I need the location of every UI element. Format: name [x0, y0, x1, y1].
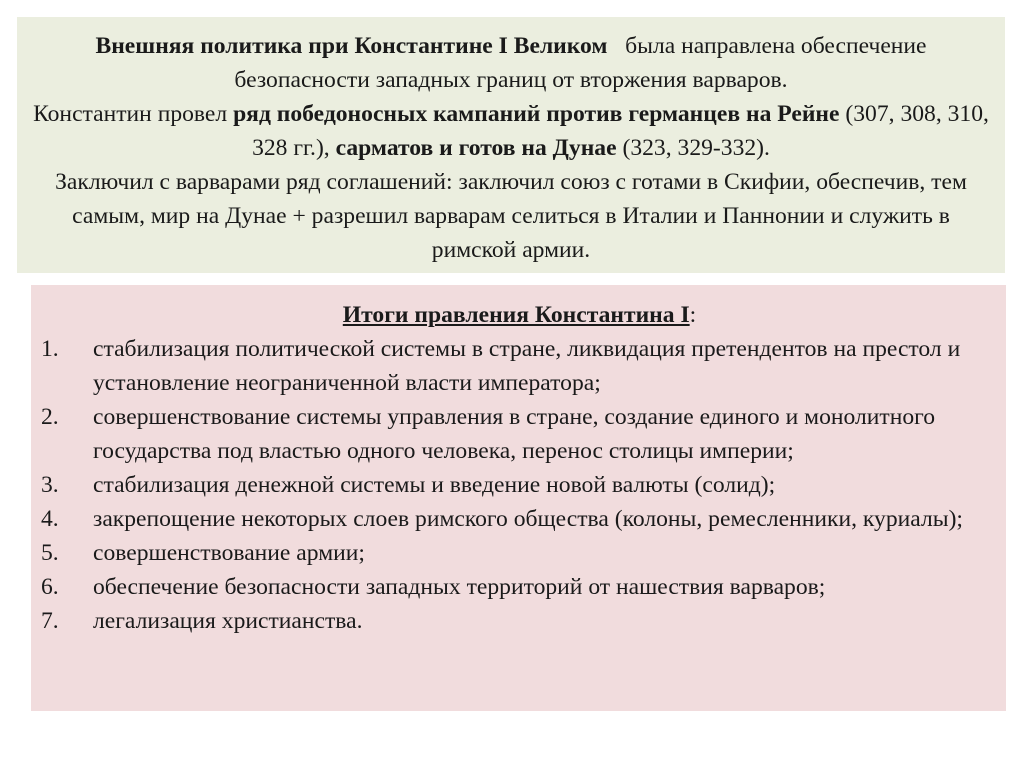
results-title-colon: : — [689, 302, 697, 328]
foreign-policy-box — [17, 17, 1005, 273]
list-item-text: закрепощение некоторых слоев римского общества (колоны, ремесленники, куриалы); — [93, 506, 963, 532]
list-item-number: 7. — [41, 608, 59, 634]
results-list-item — [41, 604, 984, 638]
list-item-number: 6. — [41, 574, 59, 600]
list-item-text: совершенствование системы управления в стране, создание единого и монолитного государства под властью одного человека, перенос столицы империи; — [93, 404, 936, 464]
results-list-item — [41, 536, 984, 570]
list-item-number: 1. — [41, 336, 59, 362]
foreign-policy-paragraph-3: Заключил с варварами ряд соглашений: заключил союз с готами в Скифии, обеспечив, тем самым, мир на Дунае + разрешил варварам селиться в Италии и Паннонии и служить в римской армии. — [55, 169, 967, 263]
foreign-policy-text-1: была направлена обеспечение безопасности западных границ от вторжения варваров. — [234, 33, 933, 93]
foreign-policy-heading: Внешняя политика при Константине I Великом — [95, 33, 608, 59]
list-item-number: 2. — [41, 404, 59, 430]
results-list-item — [41, 468, 984, 502]
foreign-policy-text-2a: Константин провел — [33, 101, 234, 127]
foreign-policy-paragraph-2 — [33, 97, 989, 165]
list-item-number: 5. — [41, 540, 59, 566]
foreign-policy-paragraph-1 — [33, 29, 989, 97]
results-title — [41, 298, 984, 332]
results-list-item — [41, 502, 984, 536]
results-list-item — [41, 400, 984, 468]
list-item-text: стабилизация политической системы в стране, ликвидация претендентов на престол и установление неограниченной власти императора; — [93, 336, 961, 396]
list-item-text: обеспечение безопасности западных территорий от нашествия варваров; — [93, 574, 826, 600]
list-item-number: 3. — [41, 472, 59, 498]
results-list-item — [41, 570, 984, 604]
foreign-policy-text-2c: (323, 329-332). — [616, 135, 770, 161]
list-item-text: легализация христианства. — [93, 608, 363, 634]
results-title-text: Итоги правления Константина I — [342, 302, 690, 328]
foreign-policy-bold-rhine: ряд победоносных кампаний против германцев на Рейне — [233, 101, 840, 127]
list-item-text: стабилизация денежной системы и введение новой валюты (солид); — [93, 472, 776, 498]
results-list-item — [41, 332, 984, 400]
foreign-policy-text-2b: (307, 308, 310, 328 гг.), — [252, 101, 989, 161]
results-list — [41, 332, 984, 638]
foreign-policy-bold-danube: сарматов и готов на Дунае — [335, 135, 617, 161]
results-box — [31, 285, 1006, 711]
list-item-number: 4. — [41, 506, 59, 532]
list-item-text: совершенствование армии; — [93, 540, 365, 566]
